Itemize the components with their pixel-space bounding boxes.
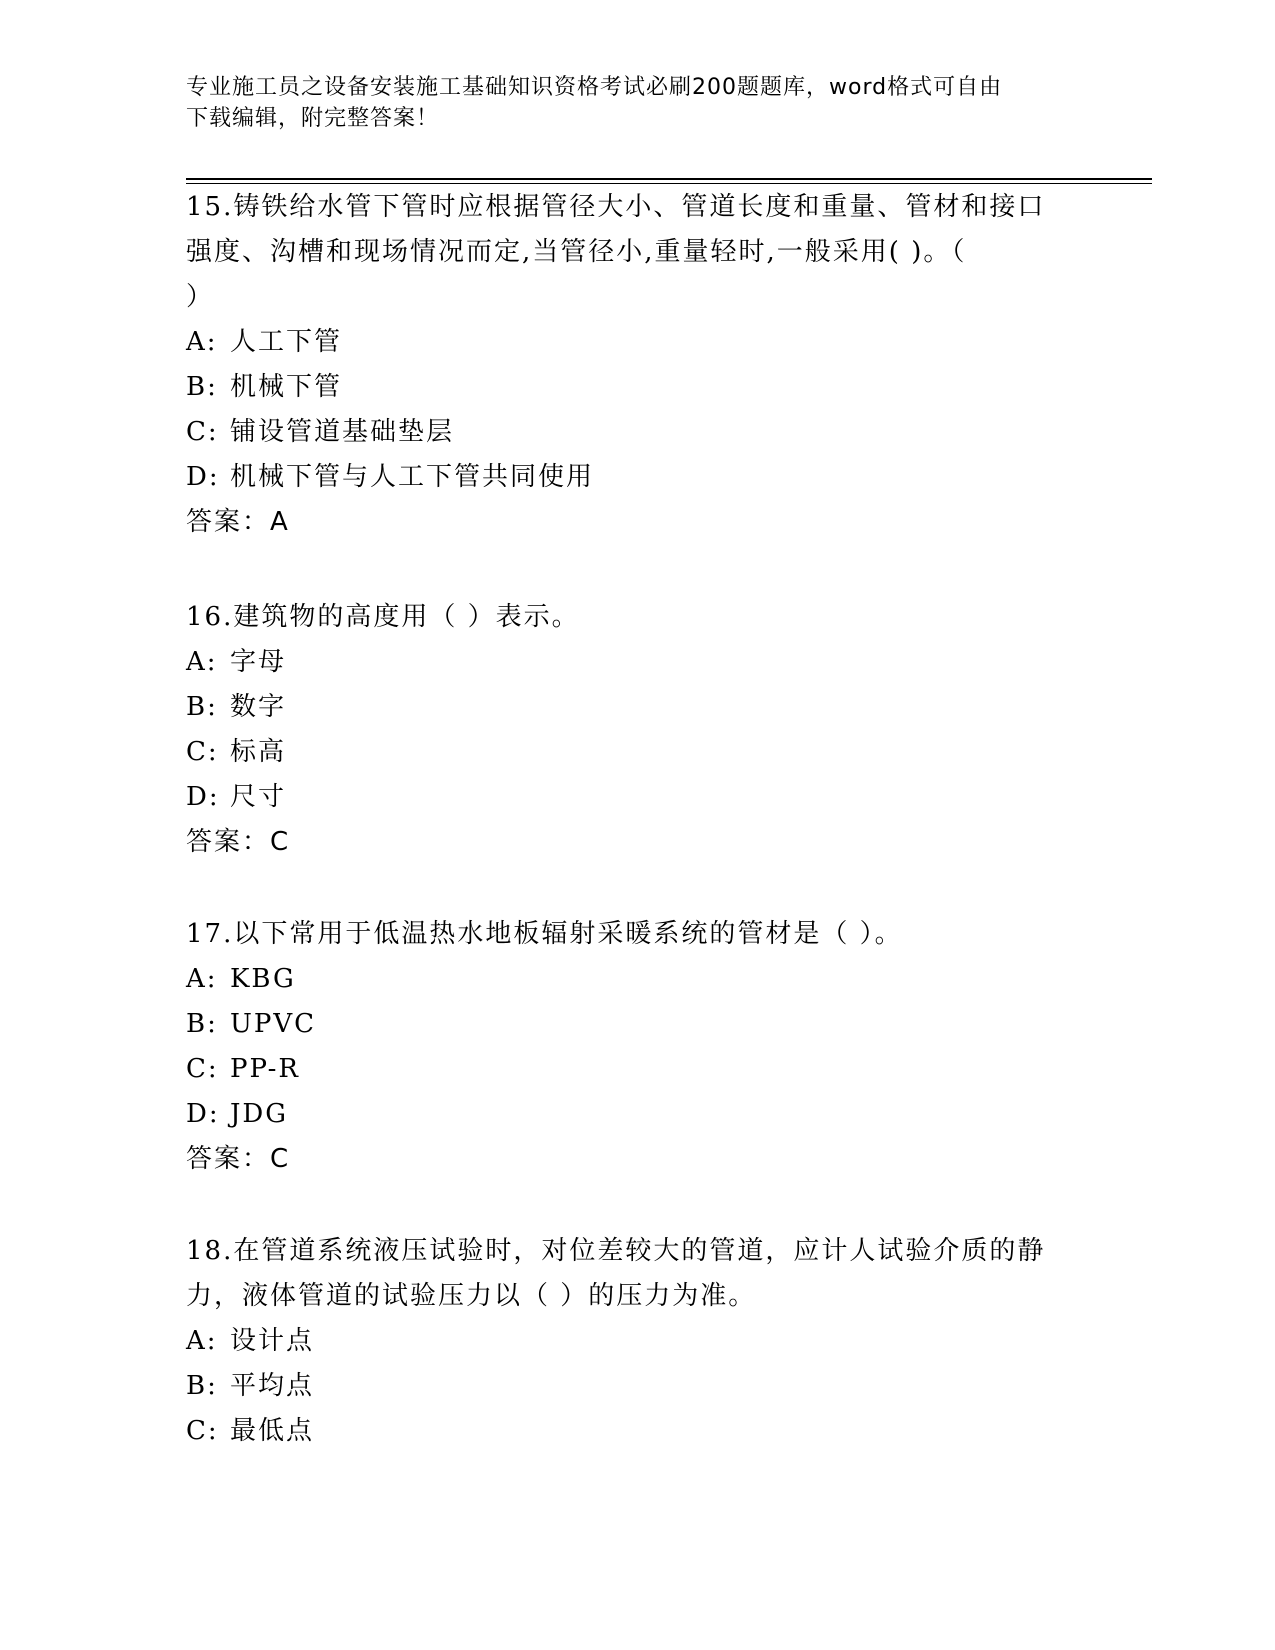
answer-line: 答案：C	[186, 1144, 291, 1174]
option-d	[186, 1092, 1086, 1137]
option-b	[186, 365, 1086, 410]
question-17	[186, 912, 1086, 1182]
option-letter: B:	[186, 692, 218, 722]
option-letter: B:	[186, 1371, 218, 1401]
option-d	[186, 455, 1086, 500]
header-rule-thick	[186, 178, 1152, 180]
option-c	[186, 410, 1086, 455]
question-16	[186, 595, 1086, 865]
option-text: 铺设管道基础垫层	[230, 417, 455, 447]
option-letter: C:	[186, 737, 219, 767]
option-text: 人工下管	[230, 327, 343, 357]
option-text: 最低点	[230, 1416, 315, 1446]
option-letter: C:	[186, 417, 219, 447]
option-d	[186, 775, 1086, 820]
option-letter: A:	[186, 964, 218, 994]
option-letter: B:	[186, 372, 218, 402]
question-18	[186, 1229, 1086, 1454]
option-c	[186, 1409, 1086, 1454]
option-text: UPVC	[230, 1009, 317, 1039]
question-stem-line: 力，液体管道的试验压力以（ ）的压力为准。	[186, 1281, 757, 1311]
answer-line: 答案：A	[186, 507, 290, 537]
option-b	[186, 1364, 1086, 1409]
option-text: PP-R	[230, 1054, 300, 1084]
option-letter: A:	[186, 327, 218, 357]
option-c	[186, 730, 1086, 775]
option-text: 设计点	[230, 1326, 315, 1356]
option-text: 数字	[230, 692, 287, 722]
option-a	[186, 1319, 1086, 1364]
option-text: JDG	[230, 1099, 289, 1129]
question-stem-line: 15.铸铁给水管下管时应根据管径大小、管道长度和重量、管材和接口	[186, 192, 1046, 222]
option-a	[186, 640, 1086, 685]
option-letter: D:	[186, 782, 220, 812]
header-line-2: 下载编辑，附完整答案！	[186, 106, 440, 131]
question-stem-line: 18.在管道系统液压试验时，对位差较大的管道，应计人试验介质的静	[186, 1236, 1046, 1266]
answer-line: 答案：C	[186, 827, 291, 857]
option-letter: C:	[186, 1054, 219, 1084]
option-text: 尺寸	[230, 782, 287, 812]
header-line-1: 专业施工员之设备安装施工基础知识资格考试必刷200题题库，word格式可自由	[186, 75, 1003, 100]
document-header	[186, 72, 1086, 134]
option-text: 字母	[230, 647, 287, 677]
option-letter: D:	[186, 1099, 220, 1129]
header-rule-thin	[186, 183, 1152, 184]
question-stem-line: 16.建筑物的高度用（ ）表示。	[186, 602, 580, 632]
option-letter: C:	[186, 1416, 219, 1446]
question-stem-line: 强度、沟槽和现场情况而定,当管径小,重量轻时,一般采用( )。（	[186, 237, 967, 267]
option-b	[186, 1002, 1086, 1047]
option-text: KBG	[230, 964, 296, 994]
option-text: 机械下管	[230, 372, 343, 402]
question-15	[186, 185, 1086, 545]
option-b	[186, 685, 1086, 730]
option-letter: A:	[186, 647, 218, 677]
option-a	[186, 320, 1086, 365]
option-text: 机械下管与人工下管共同使用	[230, 462, 595, 492]
option-a	[186, 957, 1086, 1002]
question-stem-line: 17.以下常用于低温热水地板辐射采暖系统的管材是（ ）。	[186, 919, 903, 949]
option-text: 平均点	[230, 1371, 315, 1401]
option-letter: D:	[186, 462, 220, 492]
option-letter: B:	[186, 1009, 218, 1039]
option-c	[186, 1047, 1086, 1092]
option-letter: A:	[186, 1326, 218, 1356]
question-stem-line: ）	[186, 282, 215, 312]
option-text: 标高	[230, 737, 287, 767]
